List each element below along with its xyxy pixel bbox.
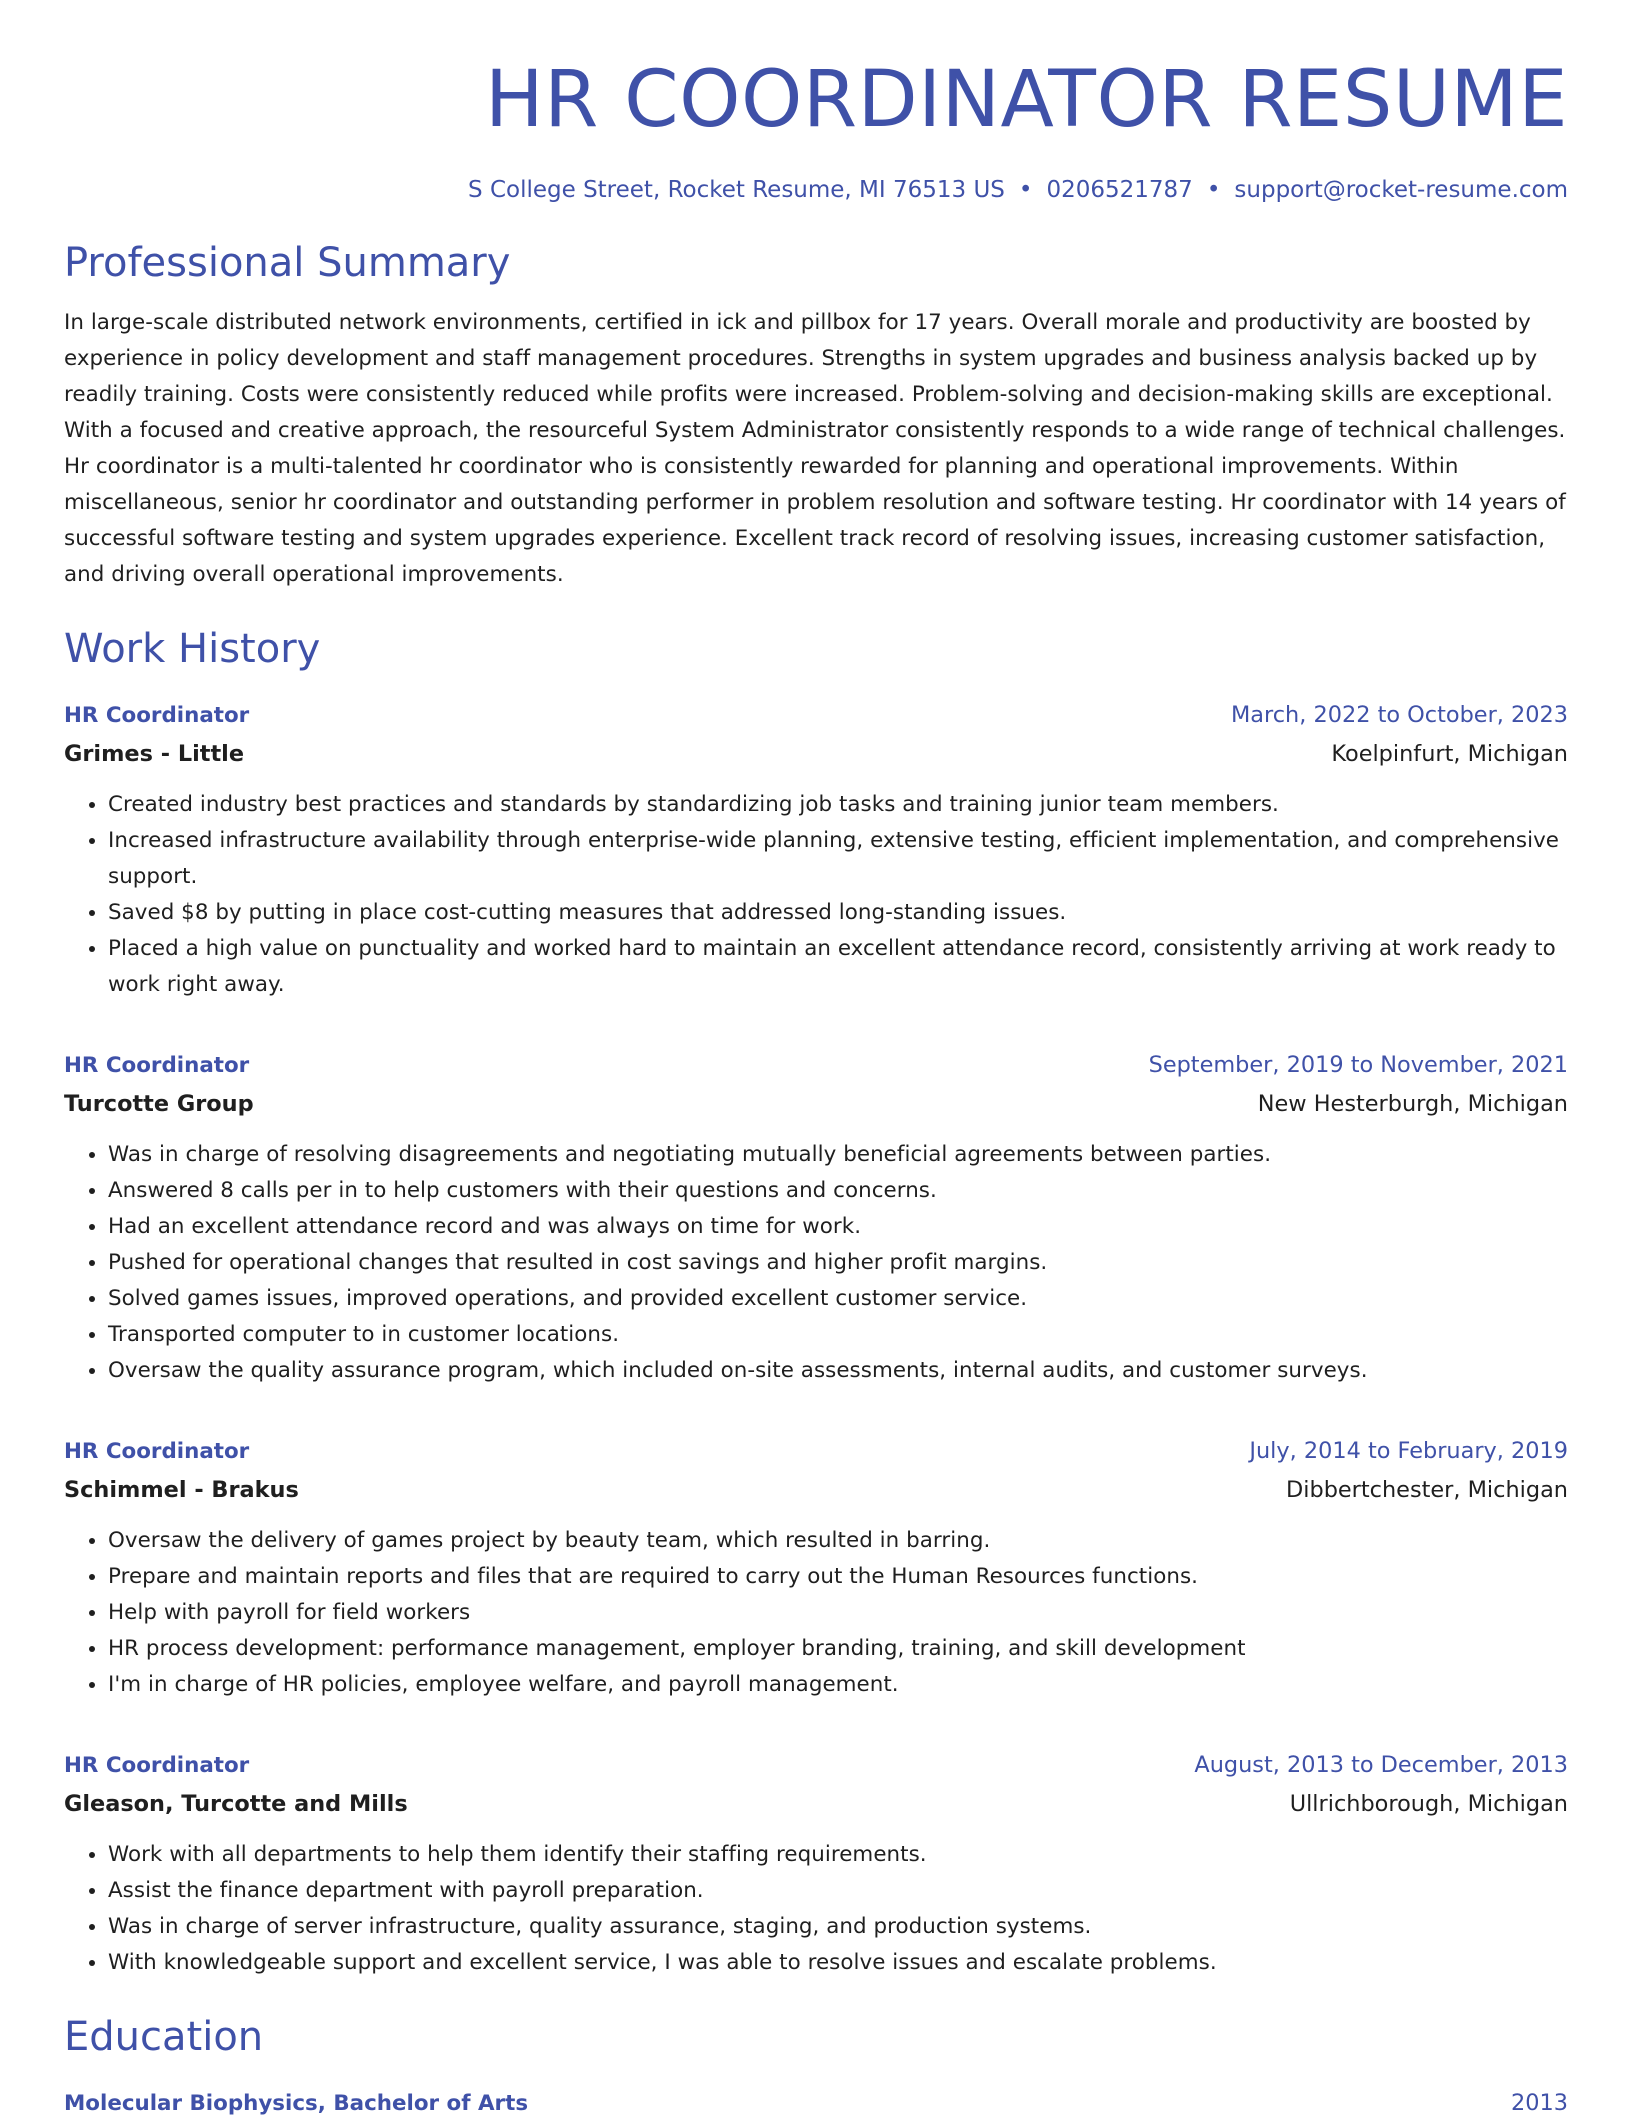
section-title-education: Education — [64, 2014, 264, 2060]
job-bullet: • Had an excellent attendance record and was always on time for work. — [108, 1209, 1568, 1245]
job-dates: July, 2014 to February, 2019 — [1249, 1438, 1568, 1464]
job-company: Schimmel - Brakus — [64, 1477, 299, 1503]
job-entry — [64, 1747, 1568, 1981]
contact-address: S College Street, Rocket Resume, MI 76513 US — [468, 177, 1005, 203]
job-bullet: • I'm in charge of HR policies, employee welfare, and payroll management. — [108, 1667, 1568, 1703]
job-bullet: • Created industry best practices and standards by standardizing job tasks and training junior team members. — [108, 787, 1568, 823]
job-company-row — [64, 734, 1568, 774]
job-bullet-list — [64, 1837, 1568, 1981]
job-bullet: • Work with all departments to help them identify their staffing requirements. — [108, 1837, 1568, 1873]
job-bullet: • Answered 8 calls per in to help customers with their questions and concerns. — [108, 1173, 1568, 1209]
job-bullet: • HR process development: performance management, employer branding, training, and skill development — [108, 1631, 1568, 1667]
education-degree: Molecular Biophysics, Bachelor of Arts — [64, 2091, 529, 2116]
contact-line — [64, 175, 1568, 205]
job-role: HR Coordinator — [64, 703, 250, 728]
job-dates: August, 2013 to December, 2013 — [1194, 1752, 1568, 1778]
job-role: HR Coordinator — [64, 1053, 250, 1078]
job-dates: March, 2022 to October, 2023 — [1230, 702, 1568, 728]
job-role: HR Coordinator — [64, 1439, 250, 1464]
job-bullet: • Solved games issues, improved operations, and provided excellent customer service. — [108, 1281, 1568, 1317]
job-bullet: • Pushed for operational changes that resulted in cost savings and higher profit margins. — [108, 1245, 1568, 1281]
job-bullet-list — [64, 787, 1568, 1003]
job-bullet: • Placed a high value on punctuality and worked hard to maintain an excellent attendance record, consistently arriving at work ready to work right away. — [108, 931, 1568, 1003]
job-header-row — [64, 697, 1568, 734]
job-header-row — [64, 1433, 1568, 1470]
job-entry — [64, 1047, 1568, 1389]
resume-header — [64, 0, 1568, 205]
job-bullet: • Transported computer to in customer locations. — [108, 1317, 1568, 1353]
resume-page — [64, 0, 1568, 2122]
job-location: New Hesterburgh, Michigan — [1257, 1091, 1568, 1117]
job-company: Grimes - Little — [64, 741, 245, 767]
job-location: Koelpinfurt, Michigan — [1331, 741, 1568, 767]
job-entry — [64, 697, 1568, 1003]
job-dates: September, 2019 to November, 2021 — [1148, 1052, 1568, 1078]
job-company-row — [64, 1470, 1568, 1510]
job-bullet-list — [64, 1523, 1568, 1703]
job-bullet: • Increased infrastructure availability through enterprise-wide planning, extensive testing, efficient implementation, and comprehensive support. — [108, 823, 1568, 895]
resume-title: HR COORDINATOR RESUME — [485, 55, 1568, 145]
summary-text: In large-scale distributed network environments, certified in ick and pillbox for 17 years. Overall morale and productivity are boosted by experience in policy development and staff management procedures. Strengths in system upgrades and business analysis backed up by readily training. Costs were consistently reduced while profits were increased. Problem-solving and decision-making skills are exceptional. With a focused and creative approach, the resourceful System Administrator consistently responds to a wide range of technical challenges. Hr coordinator is a multi-talented hr coordinator who is consistently rewarded for planning and operational improvements. Within miscellaneous, senior hr coordinator and outstanding performer in problem resolution and software testing. Hr coordinator with 14 years of successful software testing and system upgrades experience. Excellent track record of resolving issues, increasing customer satisfaction, and driving overall operational improvements. — [64, 310, 1566, 587]
job-bullet: • Oversaw the delivery of games project by beauty team, which resulted in barring. — [108, 1523, 1568, 1559]
job-location: Ullrichborough, Michigan — [1289, 1791, 1568, 1817]
contact-phone[interactable]: 0206521787 — [1046, 177, 1193, 203]
section-title-work-history: Work History — [64, 626, 321, 672]
education-list — [64, 2085, 1568, 2122]
job-location: Dibbertchester, Michigan — [1286, 1477, 1568, 1503]
work-history-list — [64, 697, 1568, 1981]
job-bullet: • Saved $8 by putting in place cost-cutting measures that addressed long-standing issues. — [108, 895, 1568, 931]
education-entry — [64, 2085, 1568, 2122]
job-bullet: • With knowledgeable support and excellent service, I was able to resolve issues and escalate problems. — [108, 1945, 1568, 1981]
education-year: 2013 — [1511, 2090, 1568, 2116]
section-title-summary: Professional Summary — [64, 240, 511, 286]
job-bullet: • Assist the finance department with payroll preparation. — [108, 1873, 1568, 1909]
contact-separator: • — [1206, 177, 1221, 203]
job-role: HR Coordinator — [64, 1753, 250, 1778]
contact-separator: • — [1018, 177, 1033, 203]
job-bullet: • Prepare and maintain reports and files that are required to carry out the Human Resources functions. — [108, 1559, 1568, 1595]
job-bullet-list — [64, 1137, 1568, 1389]
job-bullet: • Was in charge of resolving disagreements and negotiating mutually beneficial agreements between parties. — [108, 1137, 1568, 1173]
job-bullet: • Was in charge of server infrastructure, quality assurance, staging, and production systems. — [108, 1909, 1568, 1945]
job-company-row — [64, 1784, 1568, 1824]
job-company: Turcotte Group — [64, 1091, 254, 1117]
job-bullet: • Oversaw the quality assurance program, which included on-site assessments, internal audits, and customer surveys. — [108, 1353, 1568, 1389]
contact-email[interactable]: support@rocket-resume.com — [1234, 177, 1568, 203]
job-header-row — [64, 1047, 1568, 1084]
job-company-row — [64, 1084, 1568, 1124]
job-company: Gleason, Turcotte and Mills — [64, 1791, 408, 1817]
job-header-row — [64, 1747, 1568, 1784]
job-entry — [64, 1433, 1568, 1703]
job-bullet: • Help with payroll for field workers — [108, 1595, 1568, 1631]
